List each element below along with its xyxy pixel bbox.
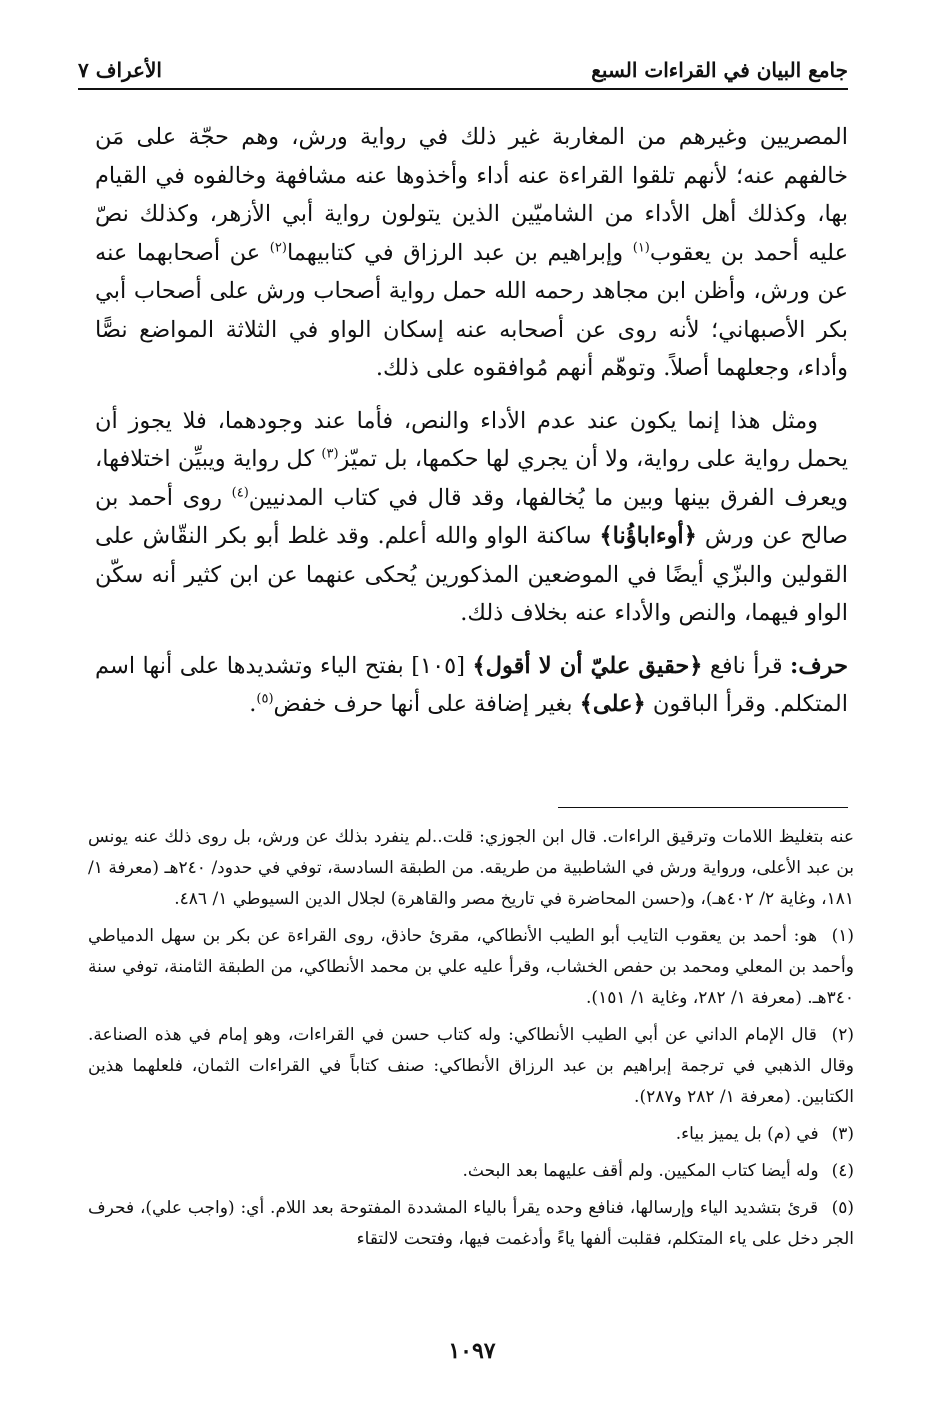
footnote-ref-4[interactable]: (٤): [231, 485, 249, 500]
footnote-3: (٣) في (م) بل يميز بياء.: [675, 1124, 854, 1144]
paragraph-3: حرف: قرأ نافع ﴿حقيق عليّ أن لا أقول﴾ [١٠٥] بفتح الياء وتشديدها على أنها اسم المتكلم. وقرأ الباقون ﴿على﴾ بغير إضافة على أنها حرف خفض$^{(٥)}$.: [95, 652, 848, 717]
footnote-ref-3[interactable]: (٣): [321, 446, 339, 462]
quran-quote: ﴿حقيق عليّ أن لا أقول﴾: [472, 652, 703, 679]
section-title: الأعراف ٧: [78, 58, 162, 82]
book-title: جامع البيان في القراءات السبع: [591, 58, 848, 82]
paragraph-2: ومثل هذا إنما يكون عند عدم الأداء والنص، فأما عند وجودهما، فلا يجوز أن يحمل رواية على رواية، ولا أن يجري لها حكمها، بل تميّز$^{(٣)}$ كل رواية ويبيِّن اختلافها، ويعرف الفرق بينها وبين ما يُخالفها، وقد قال في كتاب المدنيين$^{(٤)}$ روى أحمد بن صالح عن ورش ﴿أوءاباؤُنا﴾ ساكنة الواو والله أعلم. وقد غلط أبو بكر النقّاش على القولين والبزّي أيضًا في الموضعين المذكورين يُحكى عنهما عن ابن كثير أنه سكّن الواو فيهما، والنص والأداء عنه بخلاف ذلك.: [95, 407, 848, 626]
footnote-divider: [558, 807, 848, 808]
footnote-ref-5[interactable]: (٥): [256, 691, 274, 707]
quran-quote: ﴿أوءاباؤُنا﴾: [599, 523, 697, 549]
paragraph-1: المصريين وغيرهم من المغاربة غير ذلك في رواية ورش، وهم حجّة على مَن خالفهم عنه؛ لأنهم تلقوا القراءة عنه أداء وأخذوها عنه مشافهة وخالفوه في القيام بها، وكذلك أهل الأداء من الشاميّين الذين يتولون رواية أبي الأزهر، وكذلك نصّ عليه أحمد بن يعقوب$^{(١)}$ وإبراهيم بن عبد الرزاق في كتابيهما$^{(٢)}$ عن أصحابهما عنه عن ورش، وأظن ابن مجاهد رحمه الله حمل رواية أصحاب ورش على أصحاب أبي بكر الأصبهاني؛ لأنه روى عن أصحابه عنه إسكان الواو في الثلاثة المواضع نصًّا وأداء، وجعلهما أصلاً. وتوهّم أنهم مُوافقوه على ذلك.: [95, 124, 848, 381]
harf-label: حرف:: [790, 652, 848, 679]
footnote-5: (٥) قرئ بتشديد الياء وإرسالها، فنافع وحده يقرأ بالياء المشددة المفتوحة بعد اللام. أي: (واجب علي)، فحرف الجر دخل على ياء المتكلم، فقلبت ألفها ياءً وأدغمت فيها، وفتحت لالتقاء: [88, 1198, 854, 1249]
footnote-4: (٤) وله أيضا كتاب المكيين. ولم أقف عليهما بعد البحث.: [462, 1161, 854, 1181]
footnote-continued: عنه بتغليظ اللامات وترقيق الراءات. قال ابن الجوزي: قلت..لم ينفرد بذلك عن ورش، بل روى ذلك عنه يونس بن عبد الأعلى، ورواية ورش في الشاطبية من طريقه. من الطبقة السادسة، توفي في حدود/ ٢٤٠هـ (معرفة ١/ ١٨١، وغاية ٢/ ٤٠٢هـ)، و(حسن المحاضرة في تاريخ مصر والقاهرة) لجلال الدين السيوطي ١/ ٤٨٦.: [88, 827, 854, 909]
footnote-ref-1[interactable]: (١): [632, 240, 650, 255]
quran-quote: ﴿على﴾: [579, 691, 646, 717]
footnote-ref-2[interactable]: (٢): [269, 240, 287, 255]
footnote-2: (٢) قال الإمام الداني عن أبي الطيب الأنطاكي: وله كتاب حسن في القراءات، وهو إمام في هذه الصناعة. وقال الذهبي في ترجمة إبراهيم بن عبد الرزاق الأنطاكي: صنف كتاباً في القراءات الثمان، فلعلهما هذين الكتابين. (معرفة ١/ ٢٨٢ و٢٨٧).: [88, 1025, 855, 1107]
running-header: [78, 58, 848, 90]
footnote-1: (١) هو: أحمد بن يعقوب التايب أبو الطيب الأنطاكي، مقرئ حاذق، روى القراءة عن بكر بن سهل الدمياطي وأحمد بن المعلي ومحمد بن حفص الخشاب، وقرأ عليه علي بن محمد الأنطاكي، من الطبقة الثامنة، توفي سنة ٣٤٠هـ. (معرفة ١/ ٢٨٢، وغاية ١/ ١٥١).: [88, 926, 854, 1008]
footnotes: [88, 822, 854, 1261]
page-number: ١٠٩٧: [448, 1338, 496, 1364]
main-text: [95, 118, 848, 738]
